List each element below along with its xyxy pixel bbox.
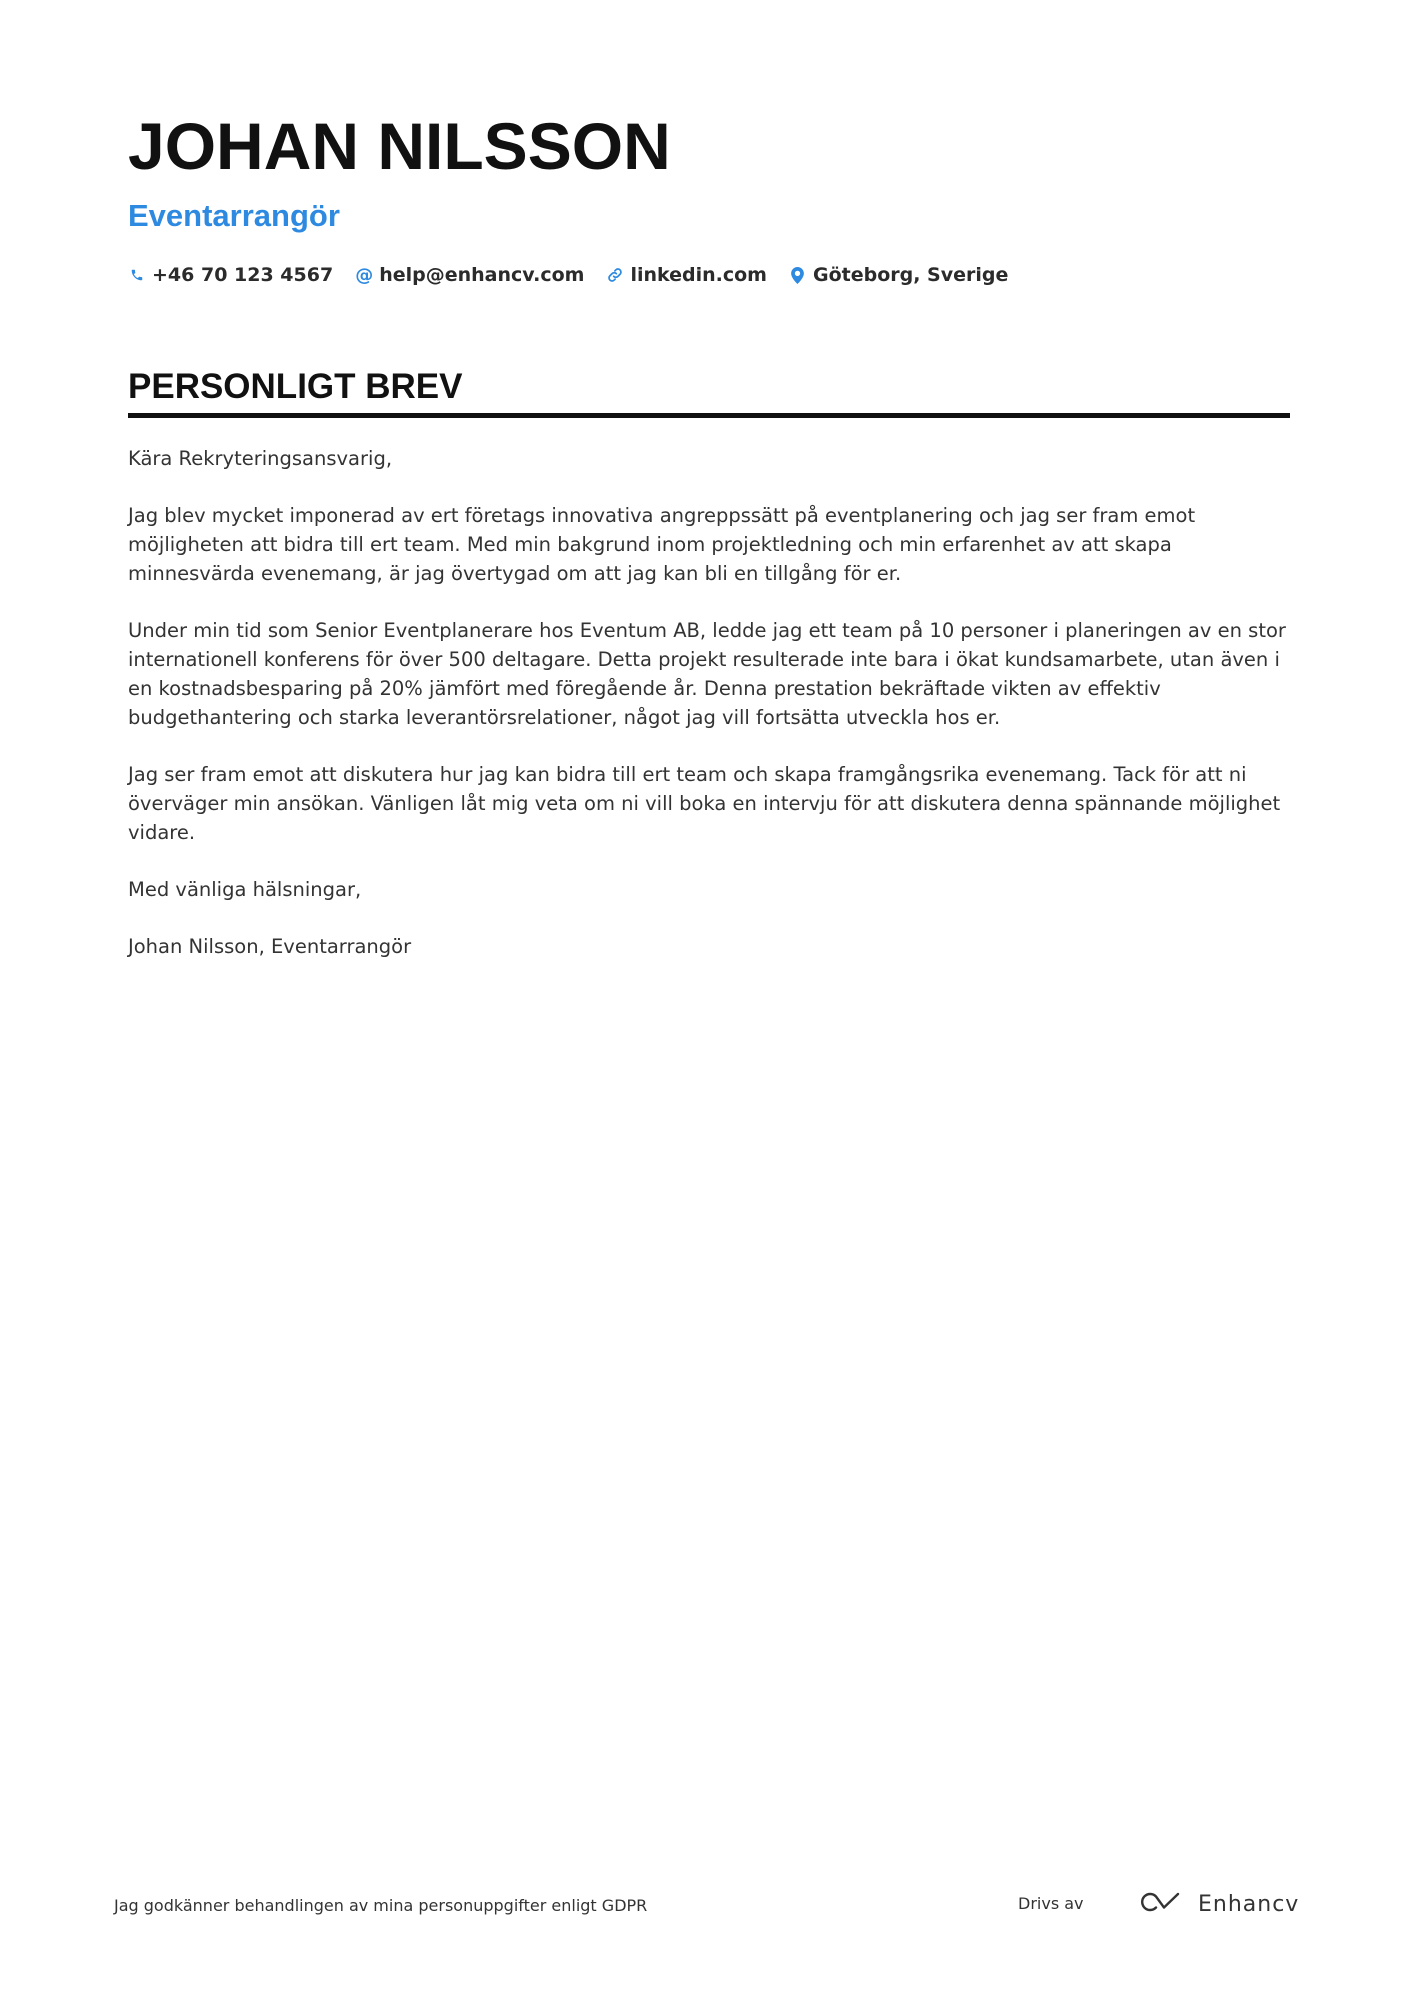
- map-pin-icon: [789, 265, 807, 285]
- section-divider: [128, 413, 1290, 418]
- letter-closing: Med vänliga hälsningar,: [128, 878, 362, 901]
- location-text: Göteborg, Sverige: [812, 264, 1009, 286]
- link-text[interactable]: linkedin.com: [630, 264, 767, 286]
- brand-logo[interactable]: [1138, 1888, 1299, 1920]
- phone-text: +46 70 123 4567: [152, 264, 334, 286]
- letter-signature: Johan Nilsson, Eventarrangör: [128, 935, 412, 958]
- section-title: PERSONLIGT BREV: [128, 367, 463, 406]
- cover-letter-section: [128, 365, 1290, 989]
- contact-bar: [128, 260, 1288, 290]
- contact-phone: [128, 264, 333, 286]
- brand-name: Enhancv: [1198, 1891, 1300, 1917]
- enhancv-logo-icon: [1138, 1890, 1186, 1918]
- applicant-title: Eventarrangör: [128, 198, 340, 233]
- header: [128, 108, 1288, 290]
- email-text[interactable]: help@enhancv.com: [379, 264, 585, 286]
- letter-paragraph: Jag ser fram emot att diskutera hur jag kan bidra till ert team och skapa framgångsrika evenemang. Tack för att ni överväger min ansökan. Vänligen låt mig veta om ni vill boka en intervju för att diskutera denna spännande möjlighet vidare.: [128, 763, 1281, 844]
- phone-icon: [128, 265, 146, 285]
- letter-paragraph: Under min tid som Senior Eventplanerare hos Eventum AB, ledde jag ett team på 10 personer i planeringen av en stor internationell konferens för över 500 deltagare. Detta projekt resulterade inte bara i ökat kundsamarbete, utan även i en kostnadsbesparing på 20% jämfört med föregående år. Denna prestation bekräftade vikten av effektiv budgethantering och starka leverantörsrelationer, något jag vill fortsätta utveckla hos er.: [128, 619, 1286, 729]
- footer: [114, 1888, 1300, 1928]
- contact-email[interactable]: [355, 264, 584, 286]
- contact-location: [789, 264, 1008, 286]
- contact-link[interactable]: [606, 264, 767, 286]
- applicant-name: JOHAN NILSSON: [128, 109, 671, 183]
- link-icon: [606, 265, 624, 285]
- at-icon: @: [355, 264, 374, 286]
- powered-by-label: Drivs av: [1018, 1894, 1084, 1913]
- letter-salutation: Kära Rekryteringsansvarig,: [128, 447, 393, 470]
- letter-paragraph: Jag blev mycket imponerad av ert företags innovativa angreppssätt på eventplanering och jag ser fram emot möjligheten att bidra till ert team. Med min bakgrund inom projektledning och min erfarenhet av att skapa minnesvärda evenemang, är jag övertygad om att jag kan bli en tillgång för er.: [128, 504, 1196, 585]
- letter-body: [128, 444, 1290, 961]
- gdpr-consent-text: Jag godkänner behandlingen av mina personuppgifter enligt GDPR: [114, 1896, 648, 1915]
